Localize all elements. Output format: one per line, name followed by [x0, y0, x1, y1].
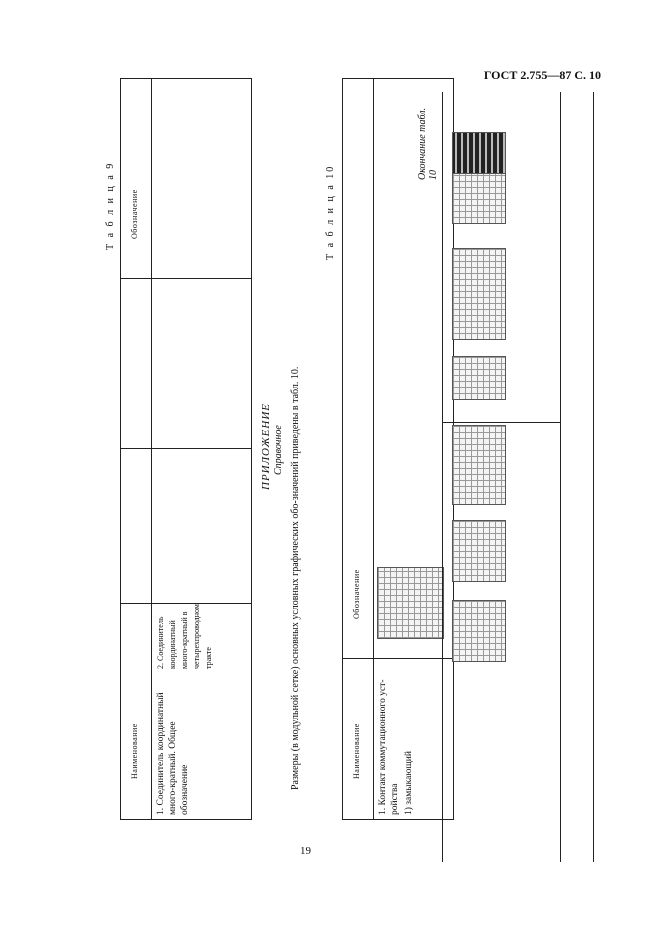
table9-caption: Т а б л и ц а 9 — [105, 161, 116, 250]
table10-end-caption: Окончание табл. 10 — [417, 107, 439, 180]
grid-symbol — [452, 132, 506, 174]
table9-row2: 2. Соединитель координатный много-кратный в четырехпроводном тракте — [156, 604, 213, 669]
appendix-title: ПРИЛОЖЕНИЕ — [260, 403, 272, 490]
grid-symbol — [452, 356, 506, 400]
table10 — [342, 78, 454, 820]
table10-row1: 1. Контакт коммутационного уст-ройства — [378, 679, 400, 815]
table10-row2: 1) замыкающий — [404, 751, 414, 815]
table10-caption: Т а б л и ц а 10 — [325, 164, 336, 260]
table9-row1: 1. Соединитель координатный много-кратный. Общее обозначение — [156, 692, 190, 815]
table10-col1-header: Наименование — [352, 723, 361, 779]
grid-symbol — [452, 600, 506, 662]
table9-col2-header: Обозначение — [130, 189, 139, 239]
table10-col2-header: Обозначение — [352, 569, 361, 619]
page-header: ГОСТ 2.755—87 С. 10 — [483, 68, 601, 82]
appendix-subtitle: Справочное — [273, 425, 284, 475]
grid-symbol — [452, 248, 506, 340]
grid-symbol — [452, 520, 506, 582]
grid-symbol — [377, 567, 444, 639]
table9 — [120, 78, 252, 820]
page-number: 19 — [300, 845, 311, 857]
table9-col1-header: Наименование — [130, 723, 139, 779]
grid-symbol — [452, 425, 506, 505]
appendix-text: Размеры (в модульной сетке) основных условных графических обо-значений приведены в табл. 10. — [290, 366, 301, 790]
